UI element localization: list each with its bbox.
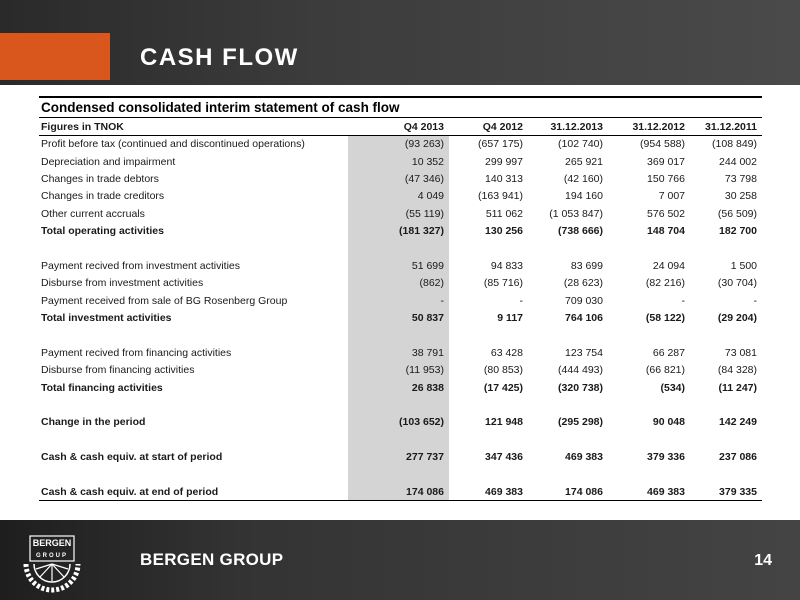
row-value: [449, 466, 528, 483]
table-row: [39, 292, 762, 309]
row-value: 174 086: [528, 483, 608, 500]
row-value: 237 086: [719, 451, 757, 464]
row-value: (163 941): [478, 190, 523, 203]
row-value: 38 791: [348, 344, 449, 361]
row-value: 379 336: [647, 451, 685, 464]
table-row: [39, 170, 762, 187]
row-value: 299 997: [485, 155, 523, 168]
row-value: 90 048: [652, 416, 685, 429]
row-value: 182 700: [719, 225, 757, 238]
row-value: (80 853): [483, 364, 523, 377]
row-value: (30 704): [717, 277, 757, 290]
row-value: 277 737: [348, 449, 449, 466]
badge-text-bottom: GROUP: [35, 553, 69, 559]
row-value: 4 049: [348, 188, 449, 205]
table-row: [39, 136, 762, 153]
page-number: 14: [754, 552, 772, 569]
row-value: (85 716): [483, 277, 523, 290]
spacer-row: [39, 466, 762, 483]
row-value: 63 428: [490, 346, 523, 359]
row-label: Cash & cash equiv. at end of period: [39, 483, 348, 500]
row-value: (66 821): [645, 364, 685, 377]
accent-bar: [0, 33, 110, 80]
row-label: Total investment activities: [41, 312, 172, 325]
table-row: [39, 205, 762, 222]
cash-flow-table: [39, 117, 762, 501]
row-value: 511 062: [485, 207, 523, 220]
row-value: 469 383: [608, 483, 690, 500]
row-value: (11 247): [718, 381, 757, 394]
row-label: Other current accruals: [41, 207, 145, 220]
row-value: (42 160): [563, 172, 603, 185]
row-value: 10 352: [348, 153, 449, 170]
row-value: 150 766: [647, 172, 685, 185]
row-value: (55 119): [348, 205, 449, 222]
row-value: -: [348, 292, 449, 309]
row-value: 140 313: [485, 172, 523, 185]
row-value: [690, 466, 762, 483]
row-label: [39, 466, 348, 483]
column-header: Q4 2013: [348, 118, 449, 136]
spacer-row: [39, 240, 762, 257]
table-row: [39, 344, 762, 361]
column-header: 31.12.2012: [608, 118, 690, 136]
row-value: 51 699: [348, 257, 449, 274]
row-value: 83 699: [570, 259, 603, 272]
row-value: 73 798: [724, 172, 757, 185]
row-value: 130 256: [485, 225, 523, 238]
row-value: [528, 396, 608, 413]
row-value: (28 623): [563, 277, 603, 290]
row-value: [348, 240, 449, 257]
row-value: [690, 431, 762, 448]
row-label: [39, 327, 348, 344]
row-value: [449, 240, 528, 257]
row-value: [690, 327, 762, 344]
row-value: [348, 431, 449, 448]
row-value: 66 287: [652, 346, 685, 359]
row-value: (84 328): [717, 364, 757, 377]
row-value: (11 953): [348, 362, 449, 379]
row-value: 24 094: [652, 259, 685, 272]
table-row: [39, 309, 762, 326]
page-title: CASH FLOW: [140, 44, 299, 71]
row-label: [39, 240, 348, 257]
row-label: Cash & cash equiv. at start of period: [41, 451, 223, 464]
row-label: Payment received from sale of BG Rosenberg Group: [41, 294, 288, 307]
row-value: (738 666): [558, 225, 603, 238]
brand-wordmark: BERGEN GROUP: [140, 550, 284, 569]
row-label: Total financing activities: [41, 381, 163, 394]
row-value: -: [753, 294, 757, 307]
row-value: 347 436: [485, 451, 523, 464]
row-label: [39, 396, 348, 413]
row-value: (56 509): [717, 207, 757, 220]
row-label: Changes in trade debtors: [41, 172, 159, 185]
row-value: [608, 431, 690, 448]
spacer-row: [39, 327, 762, 344]
row-value: (181 327): [348, 222, 449, 239]
row-value: [608, 396, 690, 413]
row-label: Disburse from investment activities: [41, 277, 204, 290]
row-value: 194 160: [565, 190, 603, 203]
table-row: [39, 188, 762, 205]
row-value: 9 117: [497, 312, 523, 325]
row-value: (82 216): [645, 277, 685, 290]
row-value: [348, 466, 449, 483]
row-value: [528, 466, 608, 483]
row-value: 121 948: [485, 416, 523, 429]
row-label: Payment recived from financing activities: [41, 346, 232, 359]
column-header: 31.12.2011: [690, 118, 762, 136]
row-value: [348, 396, 449, 413]
table-header-row: [39, 118, 762, 136]
column-header-label: Figures in TNOK: [39, 118, 348, 136]
row-value: 369 017: [647, 155, 685, 168]
row-value: 73 081: [724, 346, 757, 359]
row-label: Profit before tax (continued and discontinued operations): [41, 138, 305, 151]
row-value: (108 849): [712, 138, 757, 151]
row-value: 94 833: [490, 259, 523, 272]
row-value: (954 588): [640, 138, 685, 151]
row-value: (657 175): [478, 138, 523, 151]
row-value: (1 053 847): [549, 207, 603, 220]
row-value: 50 837: [348, 309, 449, 326]
table-row: [39, 414, 762, 431]
row-value: [608, 327, 690, 344]
cash-flow-statement: [39, 96, 762, 501]
row-value: 469 383: [565, 451, 603, 464]
row-value: 123 754: [565, 346, 603, 359]
row-value: (29 204): [717, 312, 757, 325]
row-value: 142 249: [719, 416, 757, 429]
row-value: 174 086: [348, 483, 449, 500]
spacer-row: [39, 431, 762, 448]
row-value: 244 002: [719, 155, 757, 168]
row-value: 30 258: [724, 190, 757, 203]
row-value: (534): [660, 381, 685, 394]
row-value: (17 425): [483, 381, 523, 394]
row-value: 26 838: [348, 379, 449, 396]
row-label: Changes in trade creditors: [41, 190, 165, 203]
table-title: Condensed consolidated interim statement of cash flow: [41, 100, 400, 115]
row-value: [608, 240, 690, 257]
row-value: [528, 240, 608, 257]
row-value: 469 383: [449, 483, 528, 500]
table-row: [39, 222, 762, 239]
row-value: -: [519, 294, 523, 307]
row-value: [528, 327, 608, 344]
table-row: [39, 379, 762, 396]
row-value: 1 500: [730, 259, 757, 272]
table-row: [39, 257, 762, 274]
row-value: [449, 327, 528, 344]
column-header: 31.12.2013: [528, 118, 608, 136]
table-row: [39, 483, 762, 500]
bergen-group-logo-icon: [12, 534, 90, 596]
table-row: [39, 449, 762, 466]
row-value: 764 106: [565, 312, 603, 325]
row-label: Change in the period: [41, 416, 146, 429]
row-value: [449, 396, 528, 413]
row-value: [690, 396, 762, 413]
column-header: Q4 2012: [449, 118, 528, 136]
row-value: 379 335: [690, 483, 762, 500]
row-value: (444 493): [558, 364, 603, 377]
row-value: [348, 327, 449, 344]
row-value: (320 738): [558, 381, 603, 394]
row-value: 148 704: [647, 225, 685, 238]
spacer-row: [39, 396, 762, 413]
row-value: 576 502: [647, 207, 685, 220]
row-value: [608, 466, 690, 483]
row-label: Payment recived from investment activities: [41, 259, 240, 272]
row-label: Depreciation and impairment: [41, 155, 176, 168]
row-value: [528, 431, 608, 448]
row-value: (862): [348, 275, 449, 292]
row-label: Disburse from financing activities: [41, 364, 195, 377]
row-value: 265 921: [565, 155, 603, 168]
slide-footer: [0, 520, 800, 600]
table-row: [39, 362, 762, 379]
slide-header: [0, 0, 800, 85]
row-value: [449, 431, 528, 448]
row-value: (58 122): [645, 312, 685, 325]
table-row: [39, 275, 762, 292]
row-value: -: [681, 294, 685, 307]
row-label: Total operating activities: [41, 225, 164, 238]
row-value: (102 740): [558, 138, 603, 151]
row-value: (93 263): [348, 136, 449, 153]
row-label: [39, 431, 348, 448]
row-value: (103 652): [348, 414, 449, 431]
row-value: 7 007: [658, 190, 685, 203]
row-value: (295 298): [558, 416, 603, 429]
table-row: [39, 153, 762, 170]
row-value: [690, 240, 762, 257]
row-value: (47 346): [348, 170, 449, 187]
row-value: 709 030: [565, 294, 603, 307]
badge-text-top: BERGEN: [32, 538, 72, 548]
